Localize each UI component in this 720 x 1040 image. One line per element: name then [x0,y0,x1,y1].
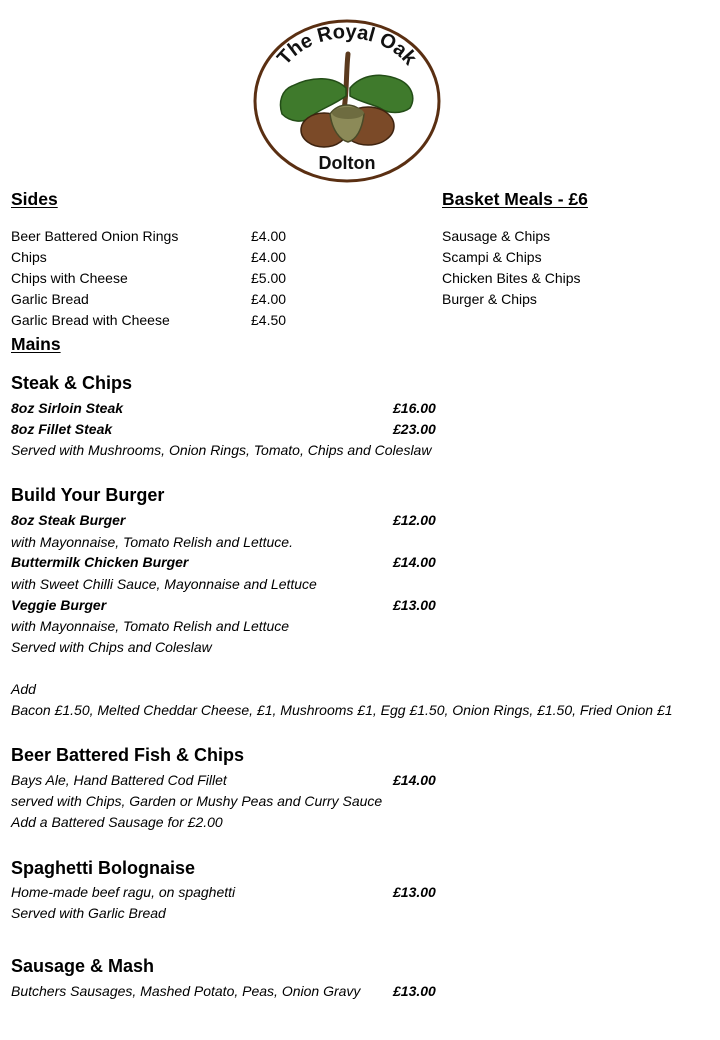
burger-section-title: Build Your Burger [11,485,165,505]
spaghetti-sides: Served with Garlic Bread [11,905,166,921]
spaghetti-section-title: Spaghetti Bolognaise [11,858,196,878]
mains-title: Mains [11,334,61,354]
logo-top-text: The Royal Oak [273,20,421,70]
side-item-price: £4.00 [251,228,287,244]
side-item-name: Garlic Bread [11,291,89,307]
side-item-name: Chips [11,249,47,265]
steak-section-title: Steak & Chips [11,373,133,393]
steak-note: Served with Mushrooms, Onion Rings, Tomato, Chips and Coleslaw [11,442,432,458]
burger-add-label: Add [11,681,36,697]
basket-meal-item: Sausage & Chips [442,228,551,244]
burger-item-name: 8oz Steak Burger [11,512,126,528]
spaghetti-price: £13.00 [393,884,436,900]
logo-bottom-text: Dolton [318,153,376,173]
sausage-section-title: Sausage & Mash [11,956,155,976]
fish-price: £14.00 [393,772,436,788]
basket-meals-title: Basket Meals - £6 [442,189,588,209]
side-item-name: Chips with Cheese [11,270,128,286]
burger-item-desc: with Sweet Chilli Sauce, Mayonnaise and Lettuce [11,576,317,592]
burger-add-options: Bacon £1.50, Melted Cheddar Cheese, £1, Mushrooms £1, Egg £1.50, Onion Rings, £1.50, Fried Onion £1 [11,702,673,718]
burger-item-price: £13.00 [393,597,436,613]
burger-item-name: Veggie Burger [11,597,107,613]
fish-desc: Bays Ale, Hand Battered Cod Fillet [11,772,227,788]
side-item-price: £4.00 [251,249,287,265]
fish-section-title: Beer Battered Fish & Chips [11,745,245,765]
side-item-price: £4.50 [251,312,287,328]
sausage-desc: Butchers Sausages, Mashed Potato, Peas, Onion Gravy [11,983,361,999]
side-item-name: Garlic Bread with Cheese [11,312,170,328]
side-item-price: £4.00 [251,291,287,307]
basket-meal-item: Scampi & Chips [442,249,542,265]
sausage-price: £13.00 [393,983,436,999]
fish-extra: Add a Battered Sausage for £2.00 [11,814,223,830]
basket-meal-item: Chicken Bites & Chips [442,270,581,286]
steak-item-price: £16.00 [393,400,436,416]
side-item-price: £5.00 [251,270,287,286]
steak-item-price: £23.00 [393,421,436,437]
royal-oak-logo [252,18,442,184]
burger-item-price: £12.00 [393,512,436,528]
burger-item-price: £14.00 [393,554,436,570]
steak-item-name: 8oz Fillet Steak [11,421,113,437]
burger-item-name: Buttermilk Chicken Burger [11,554,189,570]
side-item-name: Beer Battered Onion Rings [11,228,179,244]
fish-sides: served with Chips, Garden or Mushy Peas and Curry Sauce [11,793,383,809]
burger-note: Served with Chips and Coleslaw [11,639,212,655]
basket-meal-item: Burger & Chips [442,291,537,307]
burger-item-desc: with Mayonnaise, Tomato Relish and Lettuce [11,618,290,634]
burger-item-desc: with Mayonnaise, Tomato Relish and Lettuce. [11,534,293,550]
sides-title: Sides [11,189,58,209]
steak-item-name: 8oz Sirloin Steak [11,400,124,416]
spaghetti-desc: Home-made beef ragu, on spaghetti [11,884,236,900]
